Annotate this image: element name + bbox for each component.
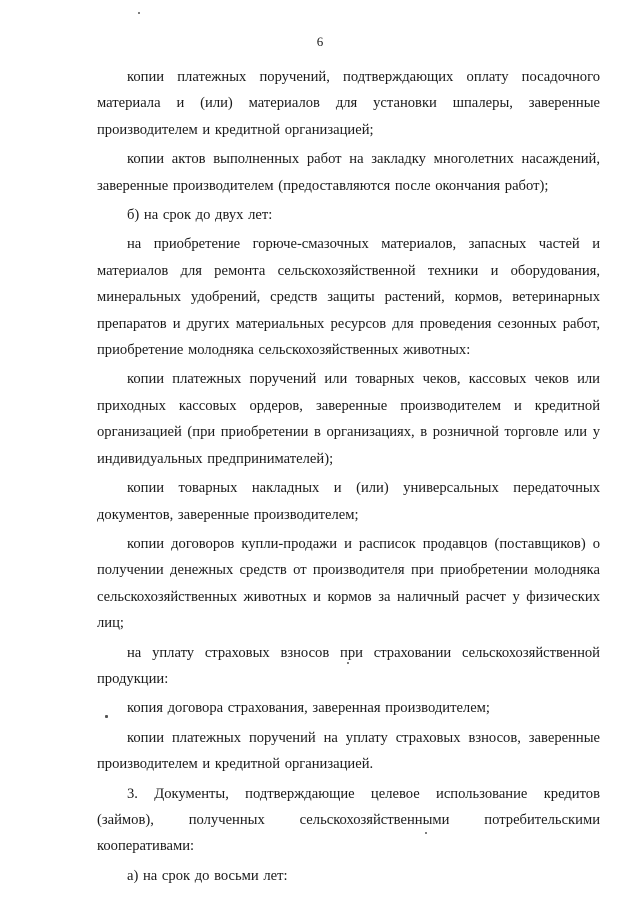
paragraph: копии актов выполненных работ на закладку многолетних насаждений, заверенные производителем (предоставляются после окончания работ); xyxy=(97,151,600,194)
paragraph: а) на срок до восьми лет: xyxy=(127,867,288,884)
paragraph: копии платежных поручений или товарных чеков, кассовых чеков или приходных кассовых ордеров, заверенные производителем и кредитной организацией (при приобретении в организациях, в розничной торговле или у индивидуальных предпринимателей); xyxy=(97,371,600,467)
paragraph: б) на срок до двух лет: xyxy=(127,207,273,224)
paragraph: на приобретение горюче-смазочных материалов, запасных частей и материалов для ремонта сельскохозяйственной техники и оборудования, минеральных удобрений, средств защиты растений, кормов, ветеринарных препаратов и других материальных ресурсов для проведения сезонных работ, приобретение молодняка сельскохозяйственных животных: xyxy=(97,236,600,359)
document-body xyxy=(97,64,600,892)
scan-speck xyxy=(138,12,140,14)
page-number: 6 xyxy=(316,34,324,49)
paragraph: копии товарных накладных и (или) универсальных передаточных документов, заверенные производителем; xyxy=(97,480,600,523)
paragraph: копии договоров купли-продажи и расписок продавцов (поставщиков) о получении денежных средств от производителя при приобретении молодняка сельскохозяйственных животных и кормов за наличный расчет у физических лиц; xyxy=(97,535,600,632)
paragraph: на уплату страховых взносов при страховании сельскохозяйственной продукции: xyxy=(97,644,600,687)
paragraph: копии платежных поручений на уплату страховых взносов, заверенные производителем и кредитной организацией. xyxy=(97,729,600,773)
paragraph: 3. Документы, подтверждающие целевое использование кредитов (займов), полученных сельскохозяйственными потребительскими кооперативами: xyxy=(97,785,600,855)
paragraph: копия договора страхования, заверенная производителем; xyxy=(127,700,490,717)
paragraph: копии платежных поручений, подтверждающих оплату посадочного материала и (или) материалов для установки шпалеры, заверенные производителем и кредитной организацией; xyxy=(97,69,600,138)
